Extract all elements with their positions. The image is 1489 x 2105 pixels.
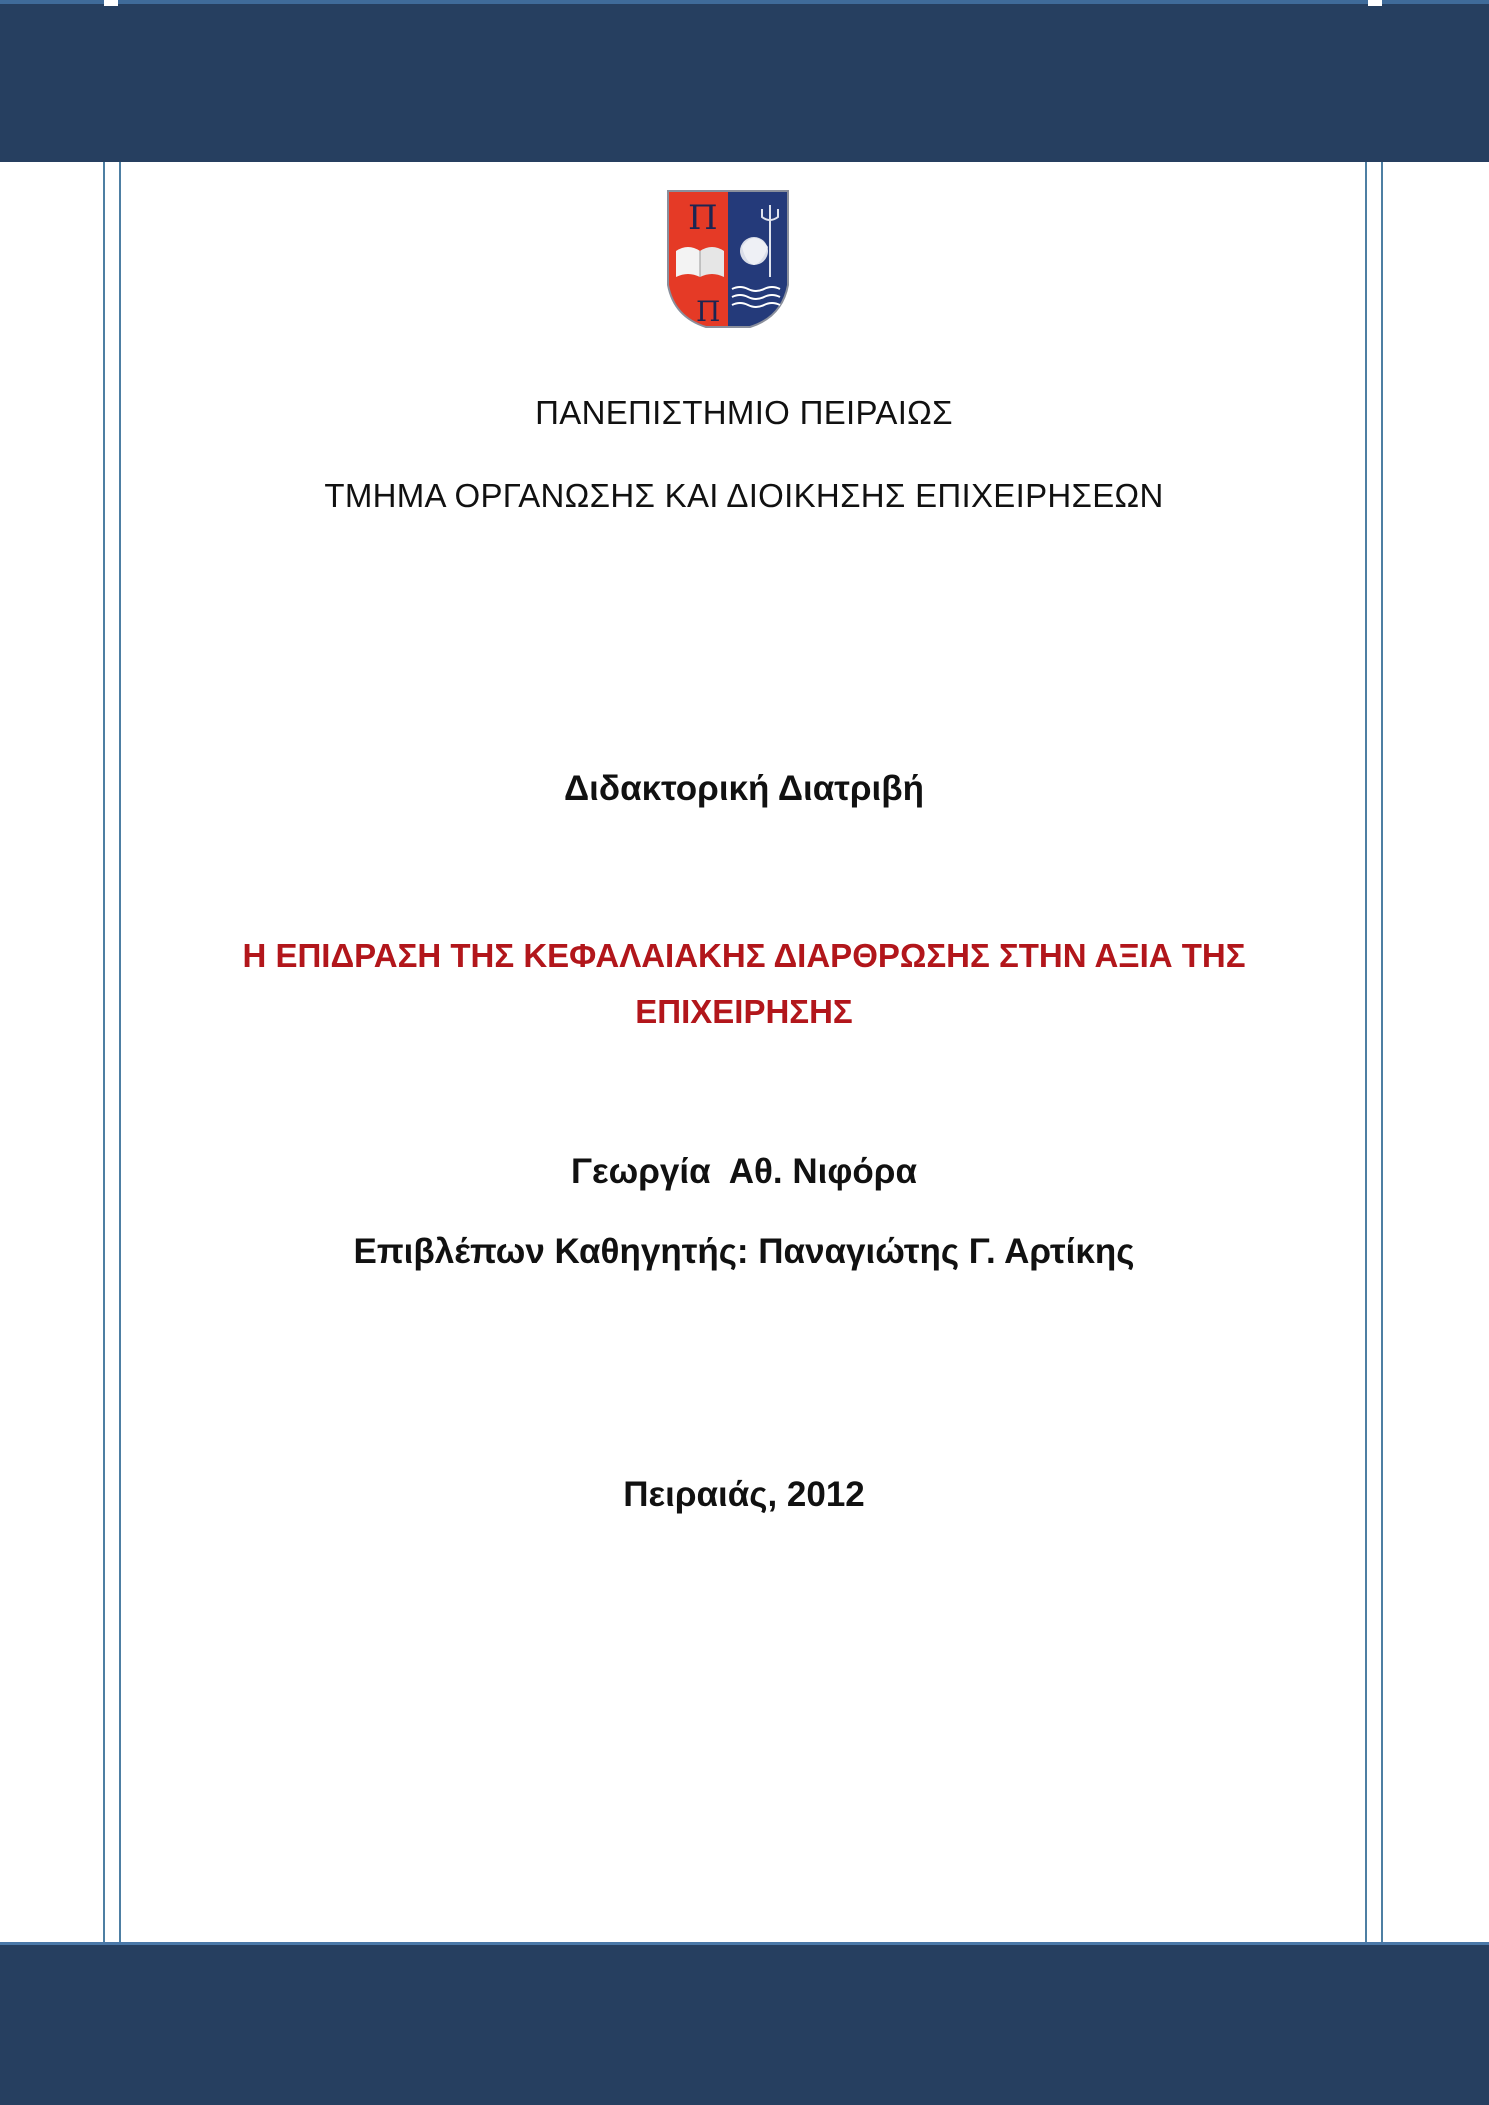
- document-type: Διδακτορική Διατριβή: [564, 769, 924, 808]
- svg-text:Π: Π: [696, 295, 721, 328]
- university-name: ΠΑΝΕΠΙΣΤΗΜΙΟ ΠΕΙΡΑΙΩΣ: [535, 394, 953, 431]
- frame-line-left-outer: [103, 162, 105, 1947]
- university-crest-icon: [666, 189, 790, 329]
- author-name: Γεωργία Αθ. Νιφόρα: [571, 1152, 917, 1191]
- place-date: Πειραιάς, 2012: [623, 1475, 865, 1514]
- department-name: ΤΜΗΜΑ ΟΡΓΑΝΩΣΗΣ ΚΑΙ ΔΙΟΙΚΗΣΗΣ ΕΠΙΧΕΙΡΗΣΕΩΝ: [324, 477, 1164, 514]
- header-band-tab-left: [104, 0, 118, 6]
- frame-line-right-outer: [1381, 162, 1383, 1947]
- footer-band: [0, 1942, 1489, 2105]
- supervisor: Επιβλέπων Καθηγητής: Παναγιώτης Γ. Αρτίκης: [353, 1232, 1135, 1271]
- header-band: [0, 0, 1489, 162]
- svg-text:Π: Π: [688, 198, 718, 238]
- thesis-title: Η ΕΠΙΔΡΑΣΗ ΤΗΣ ΚΕΦΑΛΑΙΑΚΗΣ ΔΙΑΡΘΡΩΣΗΣ ΣΤΗΝ ΑΞΙΑ ΤΗΣ ΕΠΙΧΕΙΡΗΣΗΣ: [242, 937, 1246, 1030]
- header-band-tab-right: [1368, 0, 1382, 6]
